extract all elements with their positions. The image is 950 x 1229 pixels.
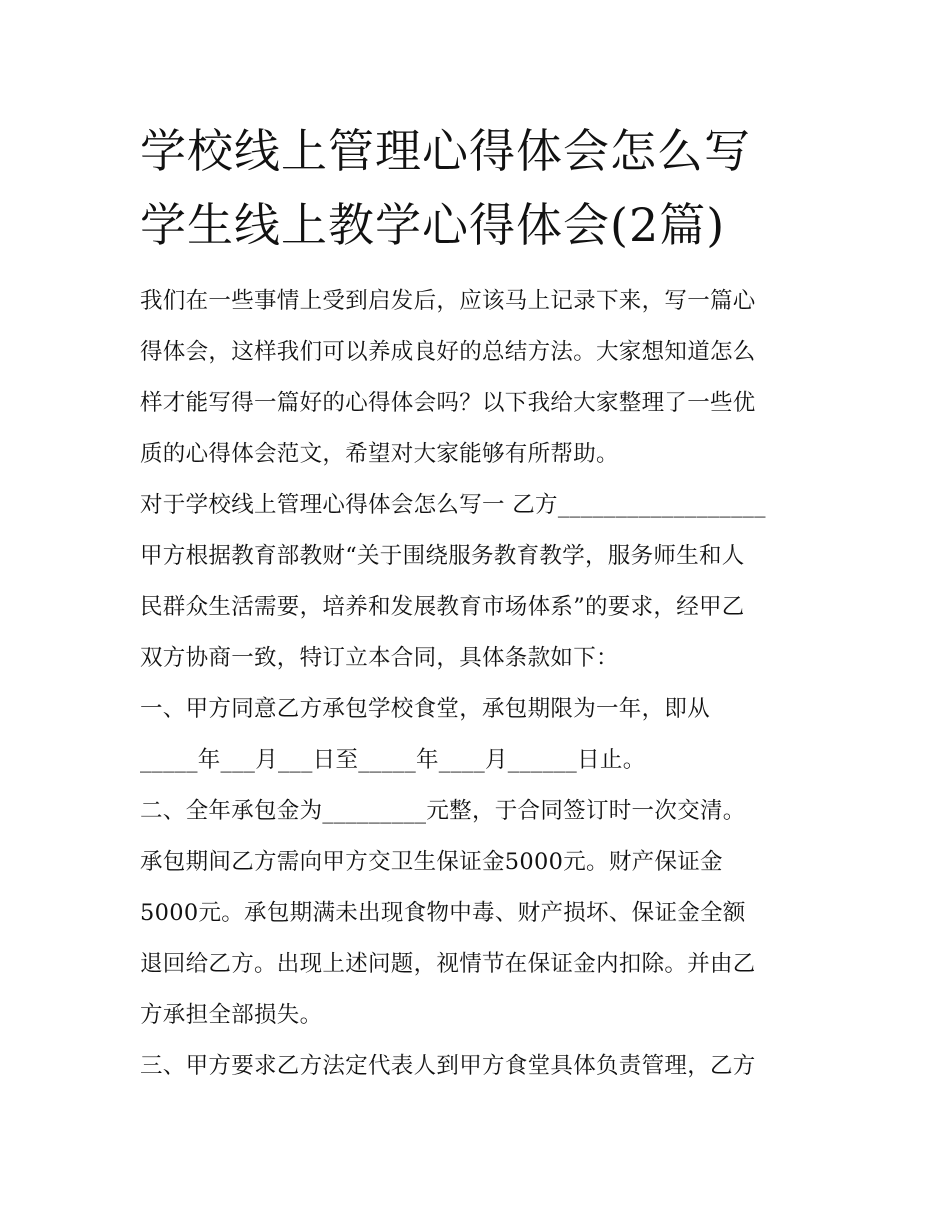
document-title bbox=[140, 114, 840, 262]
body-line: 甲方根据教育部教财“关于围绕服务教育教学，服务师生和人 bbox=[140, 543, 745, 569]
body-line: 样才能写得一篇好的心得体会吗？以下我给大家整理了一些优 bbox=[140, 390, 756, 416]
body-line: 三、甲方要求乙方法定代表人到甲方食堂具体负责管理，乙方 bbox=[140, 1053, 756, 1079]
body-line: 民群众生活需要，培养和发展教育市场体系”的要求，经甲乙 bbox=[140, 594, 745, 620]
body-line: 我们在一些事情上受到启发后，应该马上记录下来，写一篇心 bbox=[140, 288, 756, 314]
body-line: 承包期间乙方需向甲方交卫生保证金5000元。财产保证金 bbox=[140, 849, 723, 875]
body-line: 5000元。承包期满未出现食物中毒、财产损坏、保证金全额 bbox=[140, 900, 746, 926]
body-line: 二、全年承包金为_________元整，于合同签订时一次交清。 bbox=[140, 798, 746, 824]
body-line: 得体会，这样我们可以养成良好的总结方法。大家想知道怎么 bbox=[140, 339, 756, 365]
title-line-2: 学生线上教学心得体会(2篇) bbox=[140, 198, 726, 252]
document-body bbox=[140, 276, 820, 1092]
body-line: 双方协商一致，特订立本合同，具体条款如下： bbox=[140, 645, 619, 671]
body-line: 一、甲方同意乙方承包学校食堂，承包期限为一年，即从 bbox=[140, 696, 711, 722]
body-line: 退回给乙方。出现上述问题，视情节在保证金内扣除。并由乙 bbox=[140, 951, 756, 977]
body-line: _____年___月___日至_____年____月______日止。 bbox=[140, 747, 646, 773]
body-line: 方承担全部损失。 bbox=[140, 1002, 323, 1028]
body-line: 对于学校线上管理心得体会怎么写一 乙方__________________ bbox=[140, 492, 766, 518]
body-line: 质的心得体会范文，希望对大家能够有所帮助。 bbox=[140, 441, 619, 467]
title-line-1: 学校线上管理心得体会怎么写 bbox=[140, 124, 751, 178]
